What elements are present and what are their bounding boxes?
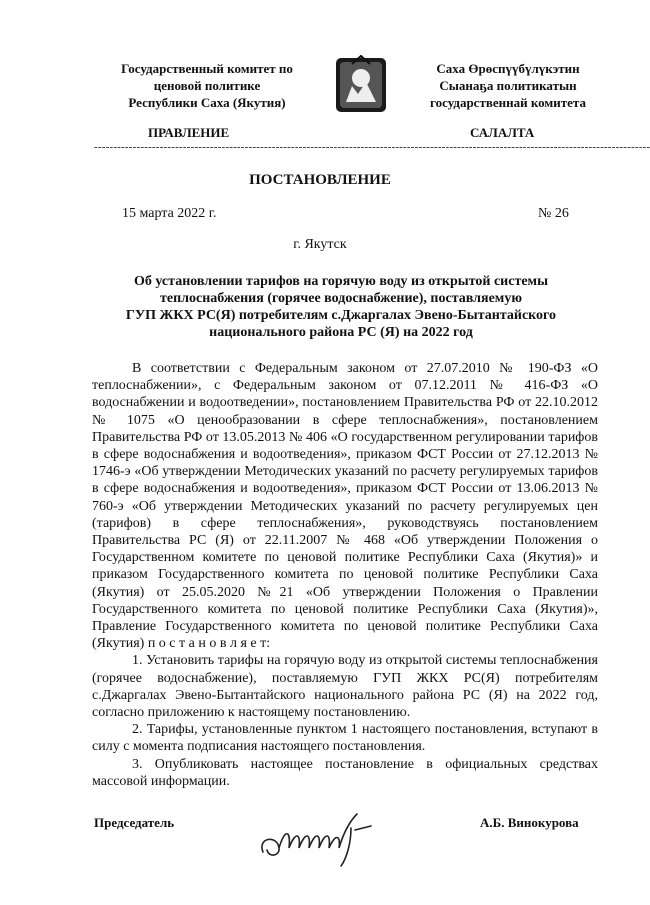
body-paragraph-item-2: 2. Тарифы, установленные пунктом 1 настоящего постановления, вступают в силу с момента подписания настоящего постановления. [92,722,598,755]
header-left-line: Государственный комитет по [121,61,293,76]
subject-line: Об установлении тарифов на горячую воду из открытой системы [133,274,549,289]
header-left-line: Республики Саха (Якутия) [128,95,286,110]
header-left-organization [96,60,318,111]
document-title: ПОСТАНОВЛЕНИЕ [249,172,391,188]
subject-line: национального района РС (Я) на 2022 год [209,325,473,340]
emblem-icon [322,52,400,118]
body-paragraph-item-3: 3. Опубликовать настоящее постановление в официальных средствах массовой информации. [92,756,598,789]
subject-line: ГУП ЖКХ РС(Я) потребителям с.Джаргалах Эвено-Бытантайского [125,308,557,323]
office-label-left: ПРАВЛЕНИЕ [148,125,230,140]
document-subject [92,273,590,341]
body-paragraph-preamble: В соответствии с Федеральным законом от 27.07.2010 № 190-ФЗ «О теплоснабжении», с Федеральным законом от 07.12.2011 № 416-ФЗ «О водоснабжении и водоотведении», постановлением Правительства РФ от 22.10.2012 № 1075 «О ценообразовании в сфере теплоснабжения», постановлением Правительства РФ от 13.05.2013 № 406 «О государственном регулировании тарифов в сфере водоснабжения и водоотведения», приказом ФСТ России от 27.12.2013 № 1746-э «Об утверждении Методических указаний по расчету регулируемых тарифов в сфере водоснабжения и водоотведения», приказом ФСТ России от 13.06.2013 № 760-э «Об утверждении Методических указаний по расчету регулируемых цен (тарифов) в сфере теплоснабжения», руководствуясь постановлением Правительства РС (Я) от 22.11.2007 № 468 «Об утверждении Положения о Государственном комитете по ценовой политике Республики Саха (Якутия)» и приказом Государственного комитета по ценовой политике Республики Саха (Якутия) от 25.05.2020 №21 «Об утверждении Положения о Правлении Государственного комитета по ценовой политике Республики Саха (Якутия)», Правление Государственного комитета по ценовой политике Республики Саха (Якутия) п о с т а н о в л я е т: [92,361,598,652]
handwritten-signature [255,808,385,868]
header-right-line: Саха Өрөспүүбүлүкэтин [436,61,580,76]
document-date: 15 марта 2022 г. [122,206,217,221]
office-label-right: САЛАЛТА [470,125,535,140]
header-left-line: ценовой политике [153,78,261,93]
subject-line: теплоснабжения (горячее водоснабжение), поставляемую [159,291,523,306]
separator-line: ------------------------------------------------------------------------------------------------------------------------------------------------ [94,141,650,153]
document-number: № 26 [538,206,569,221]
header-right-organization [407,60,609,111]
document-body [92,360,598,790]
header-right-line: Сыанаҕа политикатын [439,78,577,93]
signer-position: Председатель [94,815,175,830]
document-city: г. Якутск [293,237,347,252]
signer-name: А.Б. Винокурова [480,815,579,830]
header-right-line: государственнай комитета [430,95,586,110]
body-paragraph-item-1: 1. Установить тарифы на горячую воду из открытой системы теплоснабжения (горячее водоснабжение), поставляемую ГУП ЖКХ РС(Я) потребителям с.Джаргалах Эвено-Бытантайского национального района РС (Я) на 2022 год, согласно приложению к настоящему постановлению. [92,653,598,721]
